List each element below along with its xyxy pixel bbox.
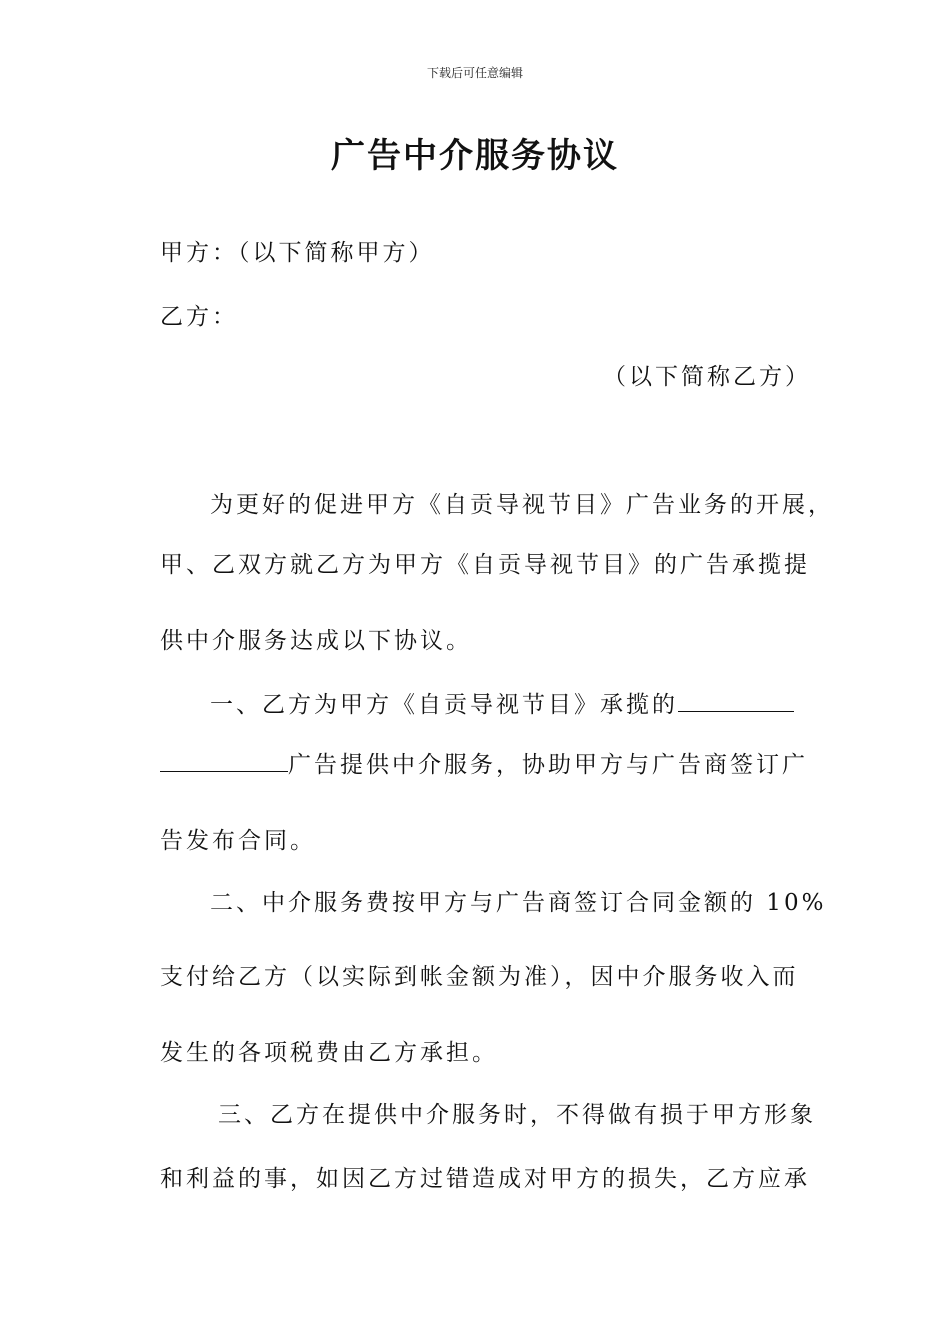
- party-b-line: 乙方：: [160, 304, 238, 330]
- clause-1-line-1: [210, 686, 794, 719]
- clause-1-text-2: 广告提供中介服务，协助甲方与广告商签订广: [288, 752, 808, 778]
- clause-2-line-2: 支付给乙方（以实际到帐金额为准），因中介服务收入而: [160, 964, 799, 990]
- header-note: 下载后可任意编辑: [426, 66, 523, 80]
- document-title: 广告中介服务协议: [331, 136, 619, 176]
- party-a-line: 甲方：（以下简称甲方）: [160, 240, 435, 266]
- intro-line-2: 甲、乙双方就乙方为甲方《自贡导视节目》的广告承揽提: [160, 552, 810, 578]
- clause-1-line-2: [160, 746, 808, 779]
- clause-1-text-1: 一、乙方为甲方《自贡导视节目》承揽的: [210, 692, 678, 718]
- clause-1-line-3: 告发布合同。: [160, 828, 316, 854]
- fill-in-blank-2: [160, 747, 288, 772]
- fill-in-blank-1: [678, 687, 794, 712]
- clause-3-line-1: 三、乙方在提供中介服务时，不得做有损于甲方形象: [218, 1102, 816, 1128]
- intro-line-1: 为更好的促进甲方《自贡导视节目》广告业务的开展，: [210, 492, 834, 518]
- party-b-alias: （以下简称乙方）: [603, 364, 811, 390]
- clause-2-line-1: 二、中介服务费按甲方与广告商签订合同金额的 10%: [210, 890, 827, 916]
- clause-3-line-2: 和利益的事，如因乙方过错造成对甲方的损失，乙方应承: [160, 1166, 810, 1192]
- intro-line-3: 供中介服务达成以下协议。: [160, 628, 472, 654]
- clause-2-line-3: 发生的各项税费由乙方承担。: [160, 1040, 498, 1066]
